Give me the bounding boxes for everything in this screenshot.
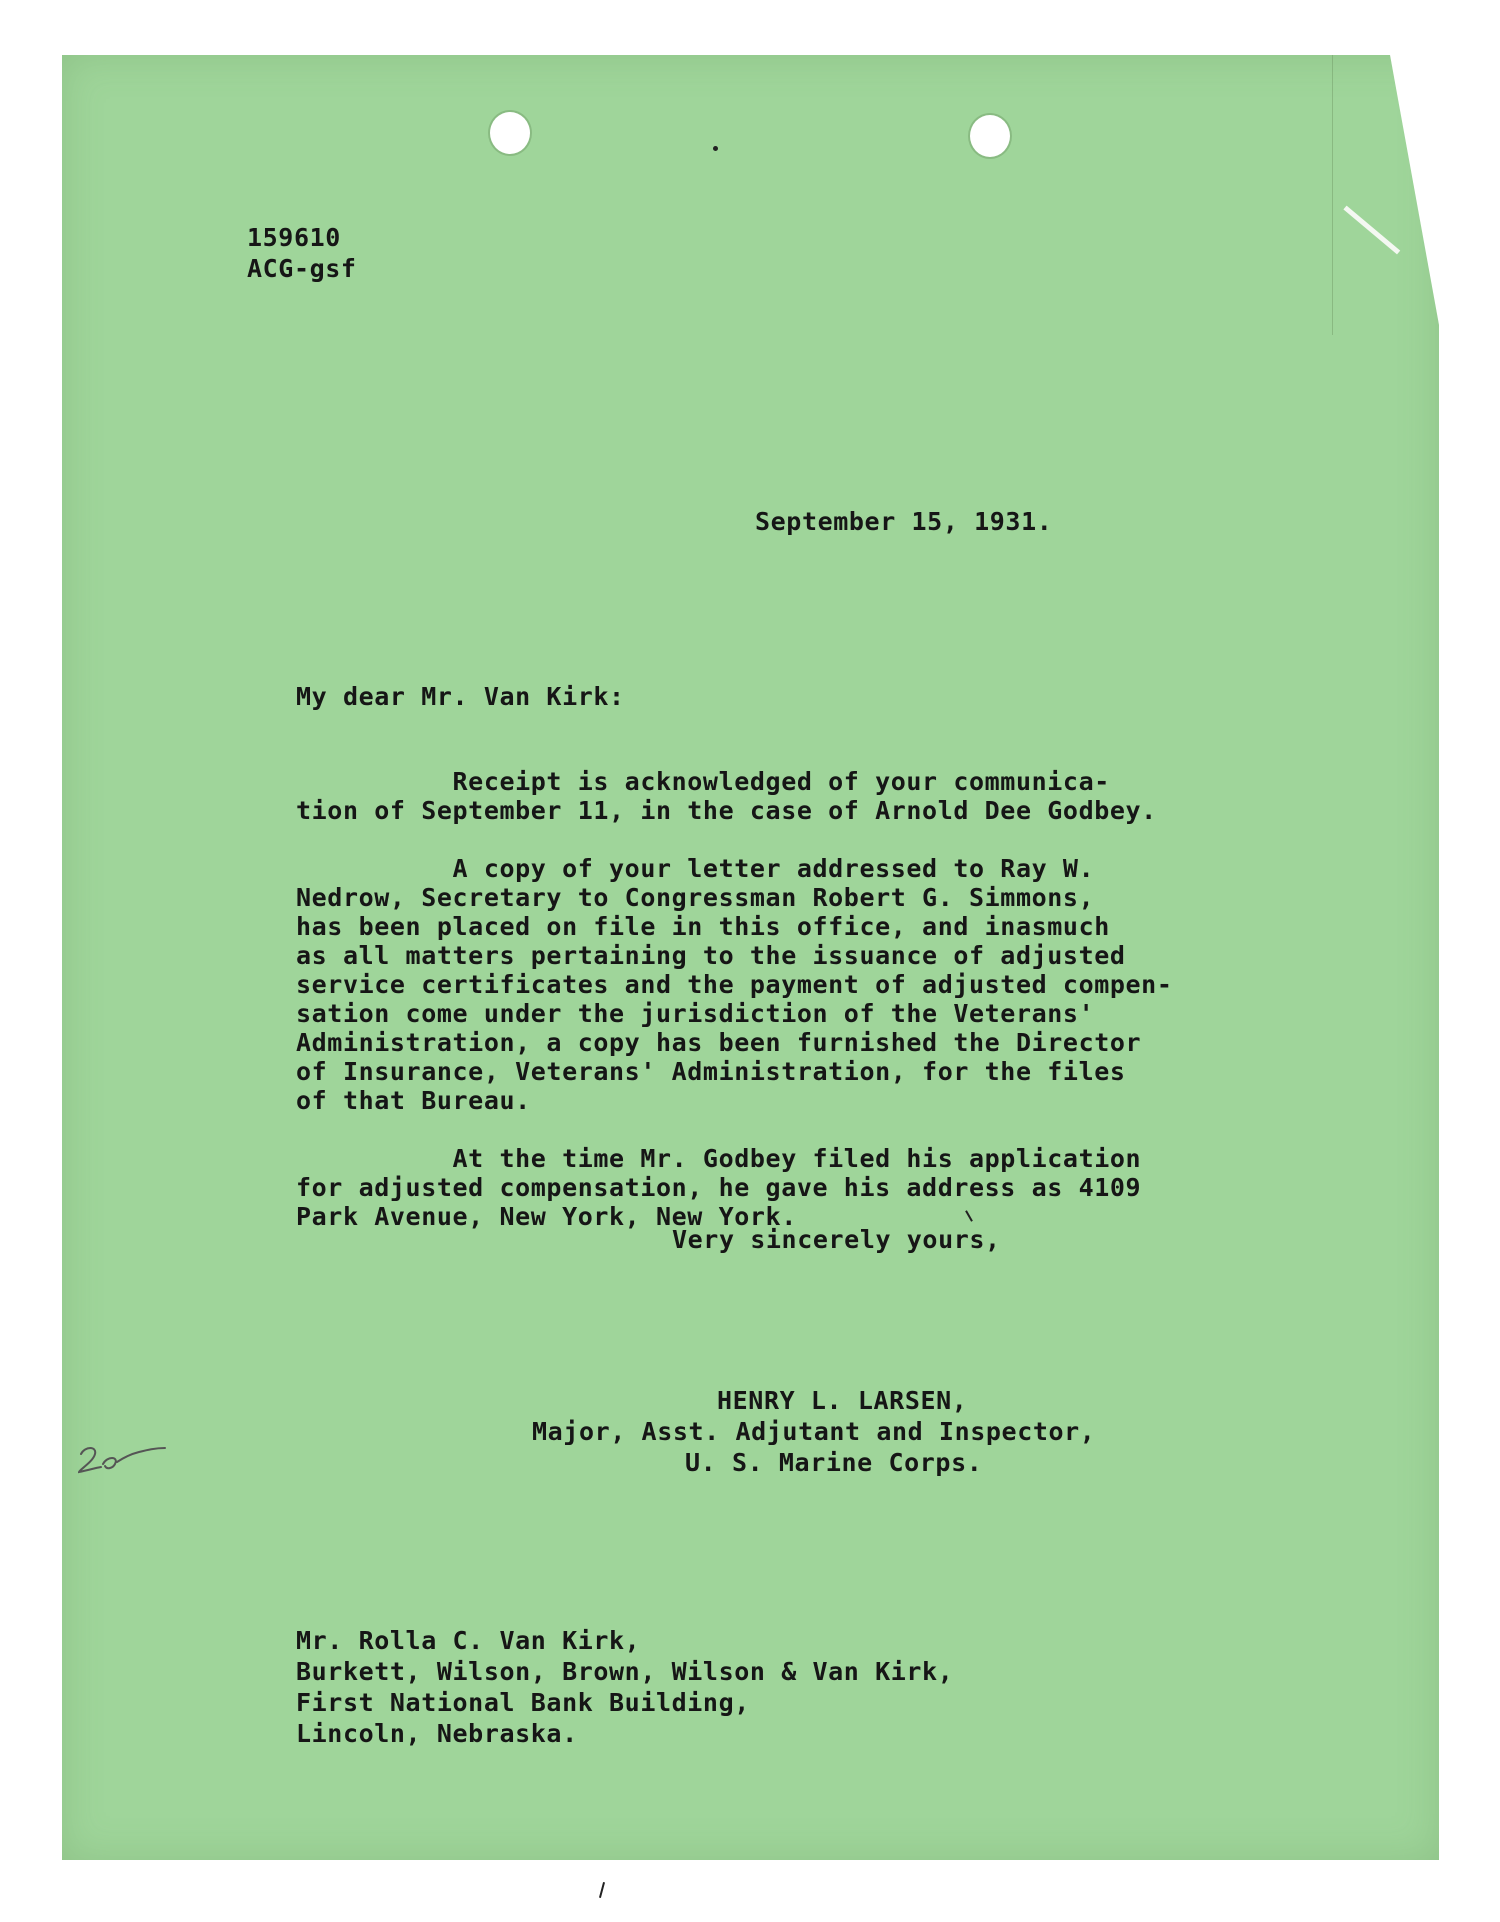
paragraph-2: A copy of your letter addressed to Ray W. Nedrow, Secretary to Congressman Robert G. Simmons, has been placed on file in this office, and inasmuch as all matters pertaining to the issuance of adjusted service certificates and the payment of adjusted compen- sation come under the jurisdiction of the Veterans' Administration, a copy has been furnished the Director of Insurance, Veterans' Administration, for the files of that Bureau. [296,854,1173,1115]
signature-block [532,1385,1095,1478]
handwritten-annotation [73,1440,168,1480]
punch-hole-right [970,115,1010,157]
ink-tick-mark-bottom [599,1882,605,1898]
signer-name: HENRY L. LARSEN, [717,1386,968,1415]
recipient-address [296,1625,953,1749]
reference-initials: ACG-gsf [247,254,357,283]
page-crease [1332,55,1333,335]
ink-dot [713,146,718,151]
signer-title: Major, Asst. Adjutant and Inspector, [532,1417,1096,1446]
paragraph-3: At the time Mr. Godbey filed his application for adjusted compensation, he gave his address as 4109 Park Avenue, New York, New York. [296,1144,1142,1231]
recipient-line: Burkett, Wilson, Brown, Wilson & Van Kirk, [296,1657,954,1686]
salutation: My dear Mr. Van Kirk: [296,682,625,711]
recipient-line: First National Bank Building, [296,1688,750,1717]
recipient-line: Lincoln, Nebraska. [296,1719,578,1748]
reference-number: 159610 [247,223,341,252]
paragraph-1: Receipt is acknowledged of your communica- tion of September 11, in the case of Arnold Dee Godbey. [296,767,1157,825]
letter-body [296,738,1172,1260]
recipient-line: Mr. Rolla C. Van Kirk, [296,1626,641,1655]
letter-date: September 15, 1931. [755,507,1053,536]
signer-organization: U. S. Marine Corps. [685,1448,983,1477]
file-reference [247,222,357,284]
punch-hole-left [490,112,530,154]
complimentary-close: Very sincerely yours, [672,1225,1001,1254]
